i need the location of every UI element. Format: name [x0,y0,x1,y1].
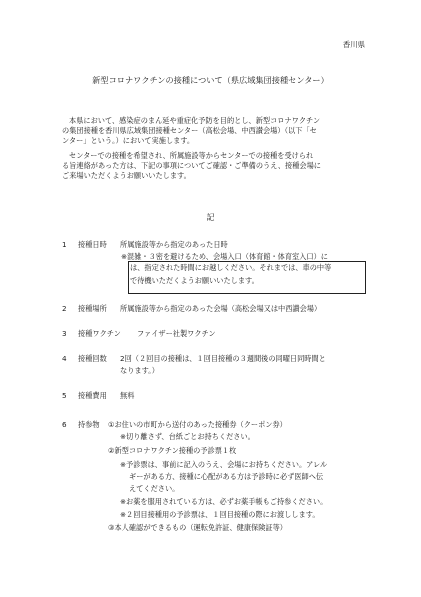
sub-item-note: えてください。 [129,484,180,493]
sub-item-1: ①お住いの市町から送付のあった接種券（クーポン券） [108,420,287,429]
item-value: 2回（２回目の接種は、１回目接種の３週間後の同曜日同時間と [120,354,326,363]
intro-line: ご来場いただくようお願いいたします。 [62,171,191,180]
ki-heading: 記 [206,213,215,222]
intro-line: センターでの接種を希望され、所属施設等からセンターでの接種を受けられ [69,151,314,160]
sub-item-2: ②新型コロナワクチン接種の予診票１枚 [108,446,237,455]
intro-line: る旨連絡があった方は、下記の事項についてご確認・ご準備のうえ、接種会場に [62,161,321,170]
note-line: は、指定された時間にお越しください。それまでは、車の中等 [130,263,332,272]
item-number: 4 [62,354,67,363]
item-number: 3 [62,329,67,338]
item-number: 5 [62,391,67,400]
item-number: 6 [62,420,67,429]
intro-paragraph-2 [62,151,321,181]
item-label: 持参物 [78,420,100,429]
intro-paragraph-1 [62,116,320,146]
sub-item-3: ③本人確認ができるもの（運転免許証、健康保険証等） [108,523,287,532]
intro-line: の集団接種を香川県広域集団接種センター（高松会場、中西讃会場）（以下「セ [62,126,317,135]
item-number: 2 [62,304,67,313]
item-label: 接種費用 [78,391,107,400]
sub-item-note: ギーがある方、接種に心配がある方は予診時に必ず医師へ伝 [129,472,324,481]
organization-label: 香川県 [342,40,365,49]
item-value: ファイザー社製ワクチン [137,329,216,338]
item-label: 接種回数 [78,354,107,363]
item-label: 接種ワクチン [78,329,121,338]
item-value-line2: なります。） [120,366,159,375]
sub-item-note: ※予診票は、事前に記入のうえ、会場にお持ちください。アレル [120,460,328,469]
item-number: 1 [62,240,67,249]
item-label: 接種場所 [78,304,107,313]
item-value: 所属施設等から指定のあった日時 [120,240,228,249]
item-value: 無料 [120,391,135,400]
intro-line: 本県において、感染症のまん延や重症化予防を目的とし、新型コロナワクチン [69,116,321,125]
sub-item-note: ※お薬を服用されている方は、必ずお薬手帳もご持参ください。 [120,497,328,506]
sub-item-note: ※２回目接種用の予診票は、１回目接種の際にお渡しします。 [120,510,320,519]
note-line: ※混雑・３密を避けるため、会場入口（体育館・体育室入口）に [121,252,328,261]
page-title: 新型コロナワクチンの接種について（県広域集団接種センター） [92,75,329,85]
sub-item-note: ※切り離さず、台紙ごとお持ちください。 [120,432,255,441]
item-label: 接種日時 [78,240,107,249]
intro-line: ンター」という。）において実施します。 [62,136,195,145]
note-line: で待機いただくようお願いいたします。 [130,276,259,285]
item-value: 所属施設等から指定のあった会場（高松会場又は中西讃会場） [120,304,322,313]
